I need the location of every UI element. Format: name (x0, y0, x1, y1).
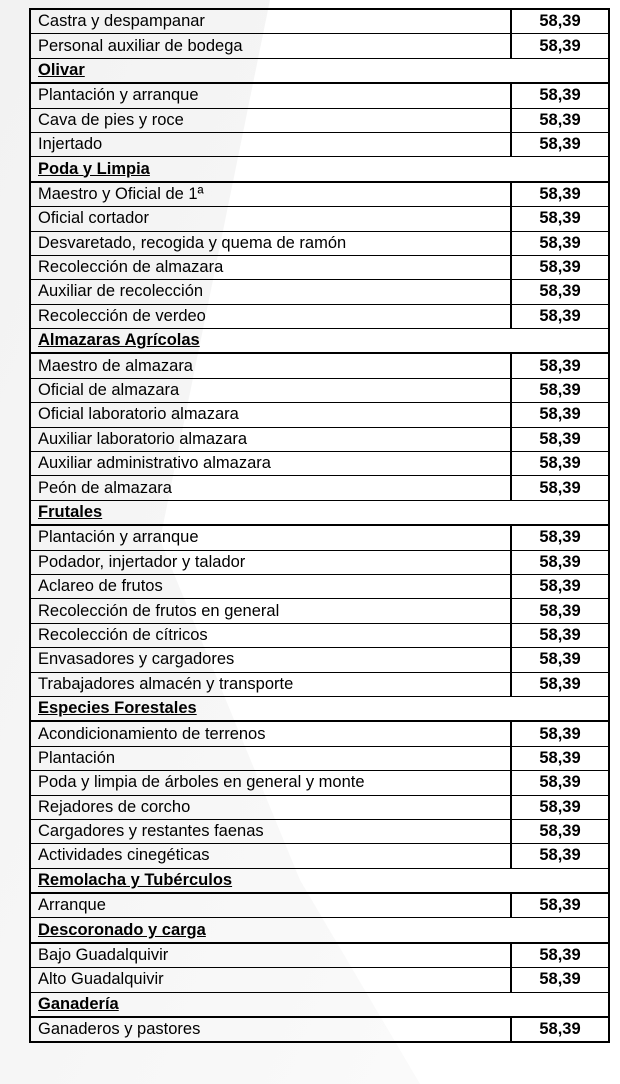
amount: 58,39 (511, 525, 609, 550)
amount: 58,39 (511, 968, 609, 992)
amount: 58,39 (511, 943, 609, 968)
job-category: Recolección de almazara (30, 255, 511, 279)
amount: 58,39 (511, 844, 609, 868)
salary-table (29, 8, 610, 1043)
table-row (30, 280, 609, 304)
amount: 58,39 (511, 427, 609, 451)
section-title: Ganadería (30, 992, 609, 1017)
table-row (30, 795, 609, 819)
amount: 58,39 (511, 403, 609, 427)
job-category: Poda y limpia de árboles en general y monte (30, 771, 511, 795)
job-category: Acondicionamiento de terrenos (30, 721, 511, 746)
table-row (30, 476, 609, 500)
table-row (30, 452, 609, 476)
table-row (30, 893, 609, 918)
table-row (30, 427, 609, 451)
amount: 58,39 (511, 280, 609, 304)
job-category: Actividades cinegéticas (30, 844, 511, 868)
job-category: Maestro de almazara (30, 353, 511, 378)
job-category: Alto Guadalquivir (30, 968, 511, 992)
table-row (30, 550, 609, 574)
section-header (30, 868, 609, 893)
job-category: Envasadores y cargadores (30, 648, 511, 672)
amount: 58,39 (511, 574, 609, 598)
job-category: Desvaretado, recogida y quema de ramón (30, 231, 511, 255)
job-category: Injertado (30, 132, 511, 156)
job-category: Bajo Guadalquivir (30, 943, 511, 968)
amount: 58,39 (511, 452, 609, 476)
amount: 58,39 (511, 599, 609, 623)
amount: 58,39 (511, 476, 609, 500)
job-category: Oficial laboratorio almazara (30, 403, 511, 427)
job-category: Castra y despampanar (30, 9, 511, 34)
table-row (30, 844, 609, 868)
amount: 58,39 (511, 132, 609, 156)
job-category: Rejadores de corcho (30, 795, 511, 819)
table-row (30, 746, 609, 770)
section-title: Remolacha y Tubérculos (30, 868, 609, 893)
section-title: Poda y Limpia (30, 157, 609, 182)
job-category: Oficial cortador (30, 207, 511, 231)
amount: 58,39 (511, 746, 609, 770)
job-category: Ganaderos y pastores (30, 1017, 511, 1042)
table-row (30, 1017, 609, 1042)
table-row (30, 304, 609, 328)
amount: 58,39 (511, 795, 609, 819)
amount: 58,39 (511, 83, 609, 108)
table-row (30, 648, 609, 672)
table-row (30, 672, 609, 696)
job-category: Recolección de verdeo (30, 304, 511, 328)
amount: 58,39 (511, 893, 609, 918)
section-header (30, 58, 609, 83)
section-header (30, 992, 609, 1017)
amount: 58,39 (511, 648, 609, 672)
table-row (30, 83, 609, 108)
amount: 58,39 (511, 108, 609, 132)
table-row (30, 819, 609, 843)
job-category: Maestro y Oficial de 1ª (30, 182, 511, 207)
amount: 58,39 (511, 304, 609, 328)
job-category: Cava de pies y roce (30, 108, 511, 132)
job-category: Oficial de almazara (30, 378, 511, 402)
job-category: Trabajadores almacén y transporte (30, 672, 511, 696)
amount: 58,39 (511, 378, 609, 402)
job-category: Recolección de frutos en general (30, 599, 511, 623)
amount: 58,39 (511, 231, 609, 255)
table-row (30, 574, 609, 598)
section-title: Olivar (30, 58, 609, 83)
job-category: Plantación y arranque (30, 83, 511, 108)
job-category: Arranque (30, 893, 511, 918)
amount: 58,39 (511, 1017, 609, 1042)
job-category: Auxiliar de recolección (30, 280, 511, 304)
job-category: Plantación (30, 746, 511, 770)
table-row (30, 207, 609, 231)
amount: 58,39 (511, 672, 609, 696)
table-row (30, 623, 609, 647)
job-category: Peón de almazara (30, 476, 511, 500)
job-category: Recolección de cítricos (30, 623, 511, 647)
job-category: Cargadores y restantes faenas (30, 819, 511, 843)
job-category: Plantación y arranque (30, 525, 511, 550)
amount: 58,39 (511, 34, 609, 58)
job-category: Auxiliar administrativo almazara (30, 452, 511, 476)
amount: 58,39 (511, 550, 609, 574)
table-row (30, 108, 609, 132)
section-header (30, 157, 609, 182)
section-title: Almazaras Agrícolas (30, 329, 609, 354)
job-category: Personal auxiliar de bodega (30, 34, 511, 58)
table-row (30, 525, 609, 550)
section-header (30, 329, 609, 354)
table-row (30, 943, 609, 968)
section-title: Frutales (30, 500, 609, 525)
table-row (30, 132, 609, 156)
section-header (30, 500, 609, 525)
amount: 58,39 (511, 255, 609, 279)
table-row (30, 721, 609, 746)
table-row (30, 353, 609, 378)
amount: 58,39 (511, 623, 609, 647)
amount: 58,39 (511, 353, 609, 378)
job-category: Podador, injertador y talador (30, 550, 511, 574)
section-title: Especies Forestales (30, 696, 609, 721)
table-row (30, 599, 609, 623)
amount: 58,39 (511, 771, 609, 795)
table-row (30, 255, 609, 279)
table-row (30, 968, 609, 992)
section-title: Descoronado y carga (30, 918, 609, 943)
amount: 58,39 (511, 819, 609, 843)
amount: 58,39 (511, 9, 609, 34)
job-category: Aclareo de frutos (30, 574, 511, 598)
table-row (30, 231, 609, 255)
table-row (30, 403, 609, 427)
table-row (30, 34, 609, 58)
table-row (30, 771, 609, 795)
table-row (30, 378, 609, 402)
table-row (30, 182, 609, 207)
job-category: Auxiliar laboratorio almazara (30, 427, 511, 451)
section-header (30, 696, 609, 721)
amount: 58,39 (511, 721, 609, 746)
amount: 58,39 (511, 182, 609, 207)
section-header (30, 918, 609, 943)
table-row (30, 9, 609, 34)
amount: 58,39 (511, 207, 609, 231)
